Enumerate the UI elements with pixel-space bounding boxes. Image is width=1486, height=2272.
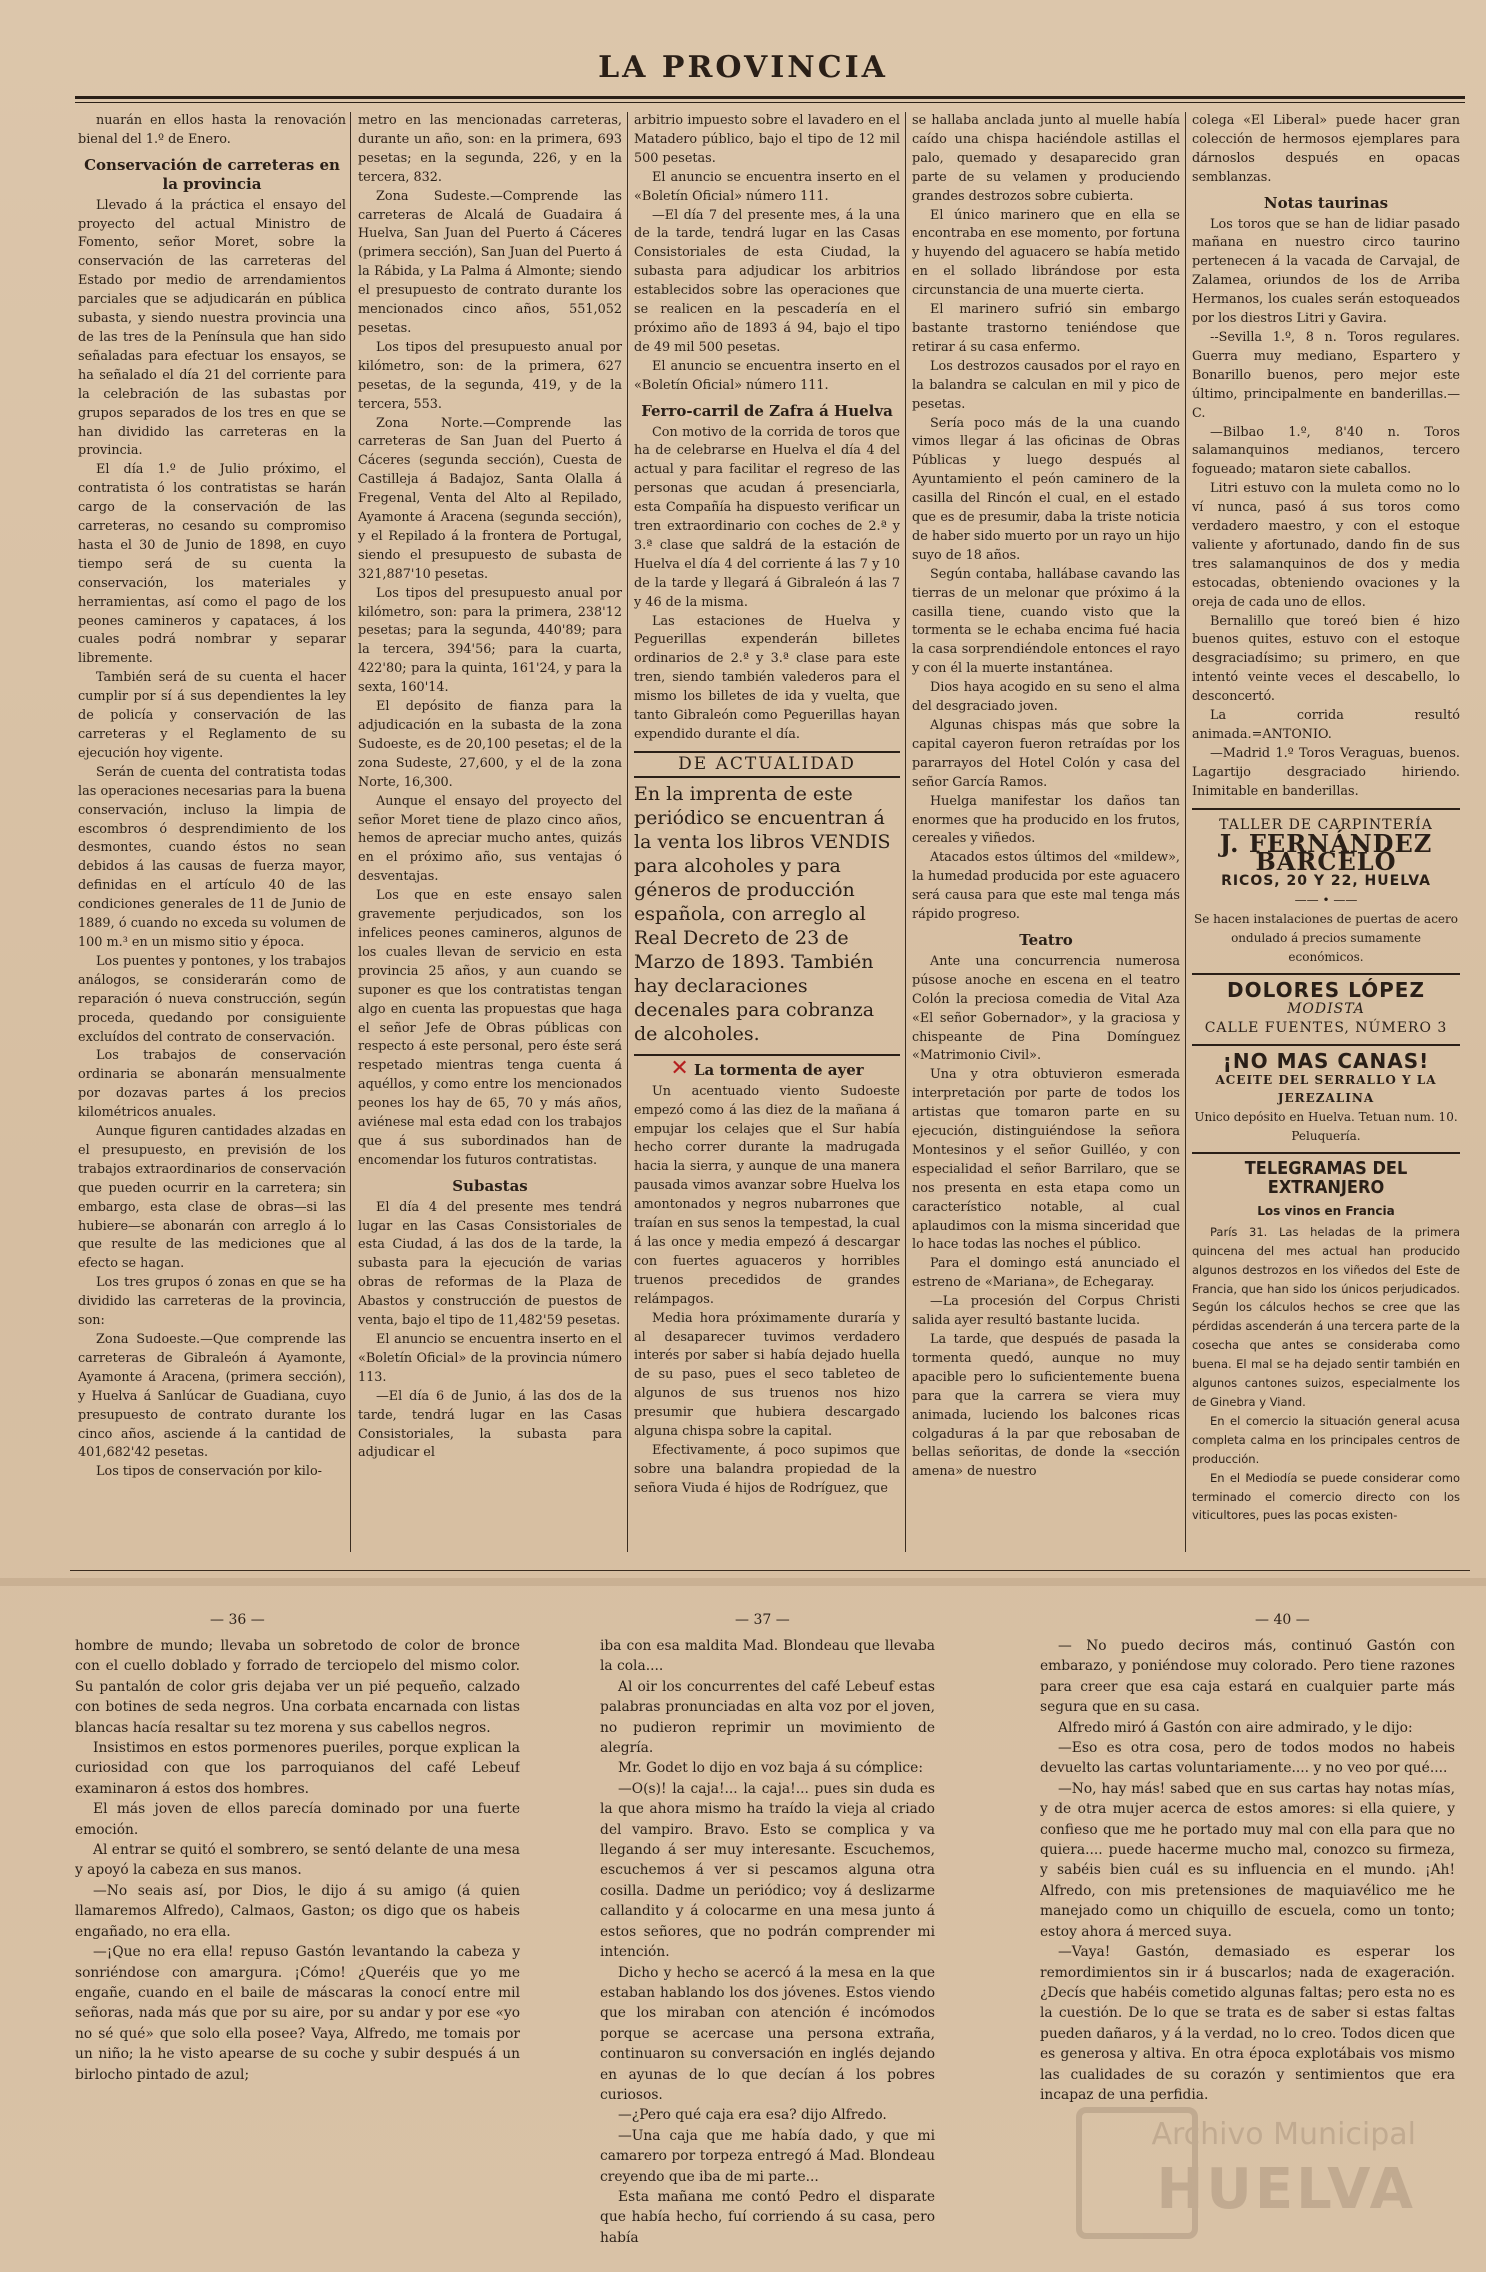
paragraph: hombre de mundo; llevaba un sobretodo de color de bronce con el cuello doblado y forrado de terciopelo del mismo color. Su pantalón de color gris dejaba ver un pié pequeño, calzado con botines de seda negros. Una corbata encarnada con listas blancas hacía resaltar su tez morena y sus cabellos negros. — [75, 1638, 520, 1736]
paragraph: Dicho y hecho se acercó á la mesa en la que estaban hablando los dos jóvenes. Estos viendo que los miraban con atención é incómodos porque se acercase una persona extraña, continuaron su conversación en inglés dejando en ayunas de lo que decían á los pobres curiosos. — [600, 1964, 935, 2103]
paragraph: —La procesión del Corpus Christi salida ayer resultó bastante lucida. — [912, 1294, 1180, 1329]
paragraph: Huelga manifestar los daños tan enormes que ha producido en los frutos, cereales y viñedos. — [912, 793, 1180, 847]
column-divider — [627, 112, 628, 1552]
paragraph: Ante una concurrencia numerosa púsose anoche en escena en el teatro Colón la preciosa comedia de Vital Aza «El señor Gobernador», y la graciosa y chispeante de Pina Domínguez «Matrimonio Civil». — [912, 953, 1180, 1064]
paragraph: iba con esa maldita Mad. Blondeau que llevaba la cola.... — [600, 1638, 935, 1675]
paragraph: arbitrio impuesto sobre el lavadero en el Matadero público, bajo el tipo de 12 mil 500 pesetas. — [634, 113, 900, 166]
paragraph: Los que en este ensayo salen gravemente perjudicados, son los infelices peones camineros, algunos de los cuales llevan de servicio en esta provincia 25 años, y aun cuando se suponer es que los contratistas tengan algo en cuenta las propuestas que haga el señor Jefe de Obras públicas con respecto á este personal, pero éste será respetado mientras tenga cuenta á aquéllos, y como entre los mencionados peones los hay de 65, 70 y más años, aviénese mal esta edad con los trabajos que á sus subordinados han de encomendar los futuros contratistas. — [358, 888, 622, 1168]
paragraph: Llevado á la práctica el ensayo del proyecto del actual Ministro de Fomento, señor Moret, sobre la conservación de las carreteras del Estado por medio de arrendamientos parciales que se adjudicarán en pública subasta, y siendo nuestra provincia una de las tres de la Península que han sido señaladas para efectuar los ensayos, se ha señalado el día 21 del corriente para la celebración de las subastas por grupos separados de los tres en que se han dividido las carreteras en la provincia. — [78, 197, 346, 459]
paragraph: Aunque figuren cantidades alzadas en el presupuesto, en previsión de los trabajos extraordinarios de conservación que pueden ocurrir en la carretera; sin embargo, esta clase de obras—si las hubiere—se abonarán con arreglo á lo que resulte de las mediciones que al efecto se hagan. — [78, 1124, 346, 1272]
paragraph: Serán de cuenta del contratista todas las operaciones necesarias para la buena conservación, incluso la limpia de escombros ó desprendimiento de los desmontes, cuando éstos no sean debidos á las causas de fuerza mayor, definidas en el artículo 40 de las condiciones generales de 11 de Junio de 1889, ó cuando no exceda su volumen de 100 m.³ en un mismo sitio y época. — [78, 764, 346, 950]
paragraph: En el Mediodía se puede considerar como terminado el comercio directo con los viticultores, pues las pocas existen- — [1192, 1470, 1460, 1523]
actualidad-heading: DE ACTUALIDAD — [634, 751, 900, 778]
ad-headline: ¡NO MAS CANAS! — [1222, 1048, 1430, 1073]
column-5 — [1192, 112, 1460, 1542]
watermark-line-1: Archivo Municipal — [1151, 2117, 1416, 2152]
paragraph: —Vaya! Gastón, demasiado es esperar los remordimientos sin ir á buscarlos; nada de exageración. ¿Decís que habéis cometido algunas faltas; pero esta no es la cuestión. De lo que se trata es de saber si estas faltas pueden dañaros, y á la verdad, no lo creo. Todos dicen que es generosa y altiva. En otra época explotábais vos mismo las cualidades de su corazón y sentimientos que era incapaz de una perfidia. — [1040, 1944, 1455, 2103]
paragraph: nuarán en ellos hasta la renovación bienal del 1.º de Enero. — [78, 113, 346, 147]
paragraph: Los toros que se han de lidiar pasado mañana en nuestro circo taurino pertenecen á la vacada de Carvajal, de Zalamea, oriundos de los de Arriba Hermanos, los cuales serán estoqueados por los diestros Litri y Gavira. — [1192, 216, 1460, 327]
paragraph: Los tres grupos ó zonas en que se ha dividido las carreteras de la provincia, son: — [78, 1275, 346, 1329]
actualidad-notice: En la imprenta de este periódico se encuentran á la venta los libros VENDIS para alcoholes y para géneros de producción española, con arreglo al Real Decreto de 23 de Marzo de 1893. También hay declaraciones decenales para cobranza de alcoholes. — [634, 782, 891, 1045]
ad-name: J. FERNÁNDEZ BARCELÓ — [1219, 828, 1433, 877]
paragraph: se hallaba anclada junto al muelle había caído una chispa haciéndole astillas el palo, quemado y desaparecido gran parte de su velamen y produciendo grandes destrozos sobre cubierta. — [912, 113, 1180, 204]
column-divider — [350, 112, 351, 1552]
archive-watermark — [1066, 2097, 1426, 2237]
paragraph: Los destrozos causados por el rayo en la balandra se calculan en mil y pico de pesetas. — [912, 358, 1180, 412]
ad-separator — [1192, 808, 1460, 810]
paragraph: La tarde, que después de pasada la tormenta quedó, aunque no muy apacible pero lo suficientemente buena para que la carrera se viera muy animada, luciendo los balcones ricas colgaduras á la par que rebosaban de bellas señoritas, de donde la «sección amena» de nuestro — [912, 1332, 1180, 1480]
section-heading-text: La tormenta de ayer — [694, 1060, 864, 1079]
paragraph: Efectivamente, á poco supimos que sobre una balandra propiedad de la señora Viuda é hijos de Rodríguez, que — [634, 1442, 900, 1496]
paragraph: Las estaciones de Huelva y Peguerillas expenderán billetes ordinarios de 2.ª y 3.ª clase para este tren, siendo también valederos para el mismo los billetes de ida y vuelta, que tanto Gibraleón como Peguerillas hayan expendido durante el día. — [634, 613, 900, 742]
section-heading — [634, 1054, 900, 1080]
ad-profession: MODISTA — [1287, 1000, 1365, 1017]
paragraph: Los tipos de conservación por kilo- — [96, 1464, 322, 1480]
ad-separator — [1192, 1152, 1460, 1154]
paragraph: Los tipos del presupuesto anual por kilómetro, son: de la primera, 627 pesetas, de la segunda, 419, y de la tercera, 553. — [358, 339, 622, 412]
paragraph: El anuncio se encuentra inserto en el «Boletín Oficial» número 111. — [634, 358, 900, 393]
handwritten-x-mark: ✕ — [670, 1055, 689, 1081]
paragraph: Al oir los concurrentes del café Lebeuf estas palabras pronunciadas en alta voz por el joven, no pudieron reprimir un movimiento de alegría. — [600, 1678, 935, 1757]
column-divider — [1185, 112, 1186, 1552]
ad-address: RICOS, 20 Y 22, HUELVA — [1221, 873, 1431, 890]
paragraph: — No puedo deciros más, continuó Gastón con embarazo, y poniéndose muy colorado. Pero tiene razones para creer que esa caja estará en cualquier parte más segura que en su casa. — [1040, 1638, 1455, 1716]
folletin-column-a — [75, 1636, 520, 2256]
paragraph: También será de su cuenta el hacer cumplir por sí á sus dependientes la ley de policía y conservación de las carreteras y el Reglamento de su ejecución hoy vigente. — [78, 670, 346, 761]
paragraph: El anuncio se encuentra inserto en el «Boletín Oficial» número 111. — [634, 169, 900, 204]
paragraph: La corrida resultó animada.=ANTONIO. — [1192, 708, 1460, 742]
page-fold — [0, 1578, 1486, 1586]
ad-separator — [1192, 1044, 1460, 1046]
paragraph: colega «El Liberal» puede hacer gran colección de hermosos ejemplares para dárnoslos después en opacas semblanzas. — [1192, 113, 1460, 185]
paragraph: --Sevilla 1.º, 8 n. Toros regulares. Guerra muy mediano, Espartero y Bonarillo buenos, pero mejor este último, principalmente en banderillas.—C. — [1192, 329, 1460, 421]
section-heading: Conservación de carreteras en la provincia — [84, 155, 340, 193]
folletin-page-number: — 37 — — [735, 1612, 790, 1628]
ad-product: ACEITE DEL SERRALLO Y LA JEREZALINA — [1215, 1072, 1437, 1106]
paragraph: Litri estuvo con la muleta como no lo ví nunca, pasó á sus toros como verdadero maestro, y con el estoque valiente y afortunado, dando fin de sus tres salamanquinos de dos y media estocadas, obteniendo ovaciones y la oreja de cada uno de ellos. — [1192, 481, 1460, 610]
telegrams-subheading: Los vinos en Francia — [1257, 1203, 1395, 1218]
paragraph: Media hora próximamente duraría y al desaparecer tuvimos verdadero interés por saber si había dejado huella de su paso, pues el seco tableteo de algunos de sus truenos nos hizo presumir que hubiera descargado alguna chispa sobre la capital. — [634, 1310, 900, 1440]
paragraph: Esta mañana me contó Pedro el disparate que había hecho, fuí corriendo á su casa, pero había — [600, 2188, 935, 2246]
paragraph: Zona Sudeste.—Comprende las carreteras de Alcalá de Guadaira á Huelva, San Juan del Puerto á Cáceres (primera sección), San Juan del Puerto á la Rábida, y La Palma á Almonte; siendo el presupuesto de contrato durante los mencionados cinco años, 551,052 pesetas. — [358, 188, 622, 336]
folletin-page-number: — 40 — — [1255, 1612, 1310, 1628]
paragraph: —¿Pero qué caja era esa? dijo Alfredo. — [618, 2107, 887, 2124]
paragraph: Insistimos en estos pormenores pueriles, porque explican la curiosidad con que los parroquianos del café Lebeuf examinaron á estos dos hombres. — [75, 1740, 520, 1797]
ad-ornament: —— • —— — [1294, 893, 1358, 908]
section-heading: Ferro-carril de Zafra á Huelva — [641, 401, 893, 420]
paragraph: Algunas chispas más que sobre la capital cayeron fueron retraídas por los pararrayos del Hotel Colón y casa del señor García Ramos. — [912, 718, 1180, 790]
ad-separator — [1192, 973, 1460, 975]
paragraph: Mr. Godet lo dijo en voz baja á su cómplice: — [618, 1760, 923, 1777]
paragraph: Sería poco más de la una cuando vimos llegar á las oficinas de Obras Públicas y luego después al Ayuntamiento el peón caminero de la casilla del Rincón el cual, en el estado que es de presumir, daba la triste noticia de haber sido muerto por un rayo un hijo suyo de 18 años. — [912, 415, 1180, 563]
telegrams-heading: TELEGRAMAS DEL EXTRANJERO — [1244, 1158, 1408, 1199]
paragraph: Según contaba, hallábase cavando las tierras de un melonar que próximo á la casilla tiene, cuando visto que la tormenta se le echaba encima fué hacia la casa sorprendiéndole entonces el rayo y con él la muerte instantánea. — [912, 566, 1180, 677]
paragraph: —Madrid 1.º Toros Veraguas, buenos. Lagartijo desgraciado hiriendo. Inimitable en banderillas. — [1192, 745, 1460, 799]
masthead-rule-thin — [75, 102, 1465, 103]
paragraph: —El día 7 del presente mes, á la una de la tarde, tendrá lugar en las Casas Consistoriales de esta Ciudad, la subasta para adjudicar los arbitrios establecidos sobre las operaciones que se realicen en la pescadería en el próximo año de 1893 á 94, bajo el tipo de 49 mil 500 pesetas. — [634, 207, 900, 355]
masthead: LA PROVINCIA — [598, 50, 888, 85]
ad-name: DOLORES LÓPEZ — [1227, 977, 1425, 1002]
ad-title: TALLER DE CARPINTERÍA — [1219, 816, 1433, 833]
paragraph: El depósito de fianza para la adjudicación en la subasta de la zona Sudoeste, es de 20,100 pesetas; el de la zona Sudeste, 27,600, y el de la zona Norte, 16,300. — [358, 699, 622, 790]
paragraph: metro en las mencionadas carreteras, durante un año, son: en la primera, 693 pesetas; en la segunda, 226, y en la tercera, 832. — [358, 113, 622, 185]
paragraph: El único marinero que en ella se encontraba en ese momento, por fortuna y huyendo del aguacero se había metido en el sollado librándose por esta circunstancia de una muerte cierta. — [912, 207, 1180, 299]
column-3 — [634, 112, 900, 1542]
section-divider — [70, 1570, 1470, 1571]
paragraph: Los tipos del presupuesto anual por kilómetro, son: para la primera, 238'12 pesetas; para la segunda, 440'89; para la tercera, 394'56; para la cuarta, 422'80; para la quinta, 161'24, y para la sexta, 160'14. — [358, 585, 622, 696]
paragraph: —¡Que no era ella! repuso Gastón levantando la cabeza y sonriéndose con amargura. ¡Cómo! ¿Queréis que yo me engañe, cuando en el baile de máscaras la conocí entre mil señoras, nada más que por su aire, por su andar y por ese «yo no sé qué» que solo ella posee? Vaya, Alfredo, me tomais por un niño; la he visto apearse de su coche y subir después á un birlocho pintado de azul; — [75, 1944, 520, 2083]
modista-advertisement — [1192, 977, 1460, 1038]
ad-description: Unico depósito en Huelva. Tetuan num. 10. Peluquería. — [1194, 1110, 1458, 1144]
column-2 — [358, 112, 622, 1542]
carpentry-advertisement — [1192, 816, 1460, 967]
paragraph: Un acentuado viento Sudoeste empezó como á las diez de la mañana á empujar los celajes que el Sur había hecho correr durante la madrugada hacia la sierra, y aunque de una manera pausada vimos avanzar sobre Huelva los amontonados y negros nubarrones que traían en sus senos la tempestad, la cual á las once y media empezó á descargar con fuertes aguaceros y horribles truenos precedidos de grandes relámpagos. — [634, 1083, 900, 1307]
column-divider — [905, 112, 906, 1552]
paragraph: En el comercio la situación general acusa completa calma en los principales centros de producción. — [1192, 1413, 1460, 1466]
paragraph: Aunque el ensayo del proyecto del señor Moret tiene de plazo cinco años, hemos de apreciar mucho antes, quizás en el próximo año, sus ventajas ó desventajas. — [358, 793, 622, 885]
paragraph: Zona Norte.—Comprende las carreteras de San Juan del Puerto á Cáceres (segunda sección), Cuesta de Castilleja á Badajoz, Santa Olalla á Fregenal, Venta del Alto al Repilado, Ayamonte á Aracena (segunda sección), y el Repilado á la frontera de Portugal, siendo el presupuesto de subasta de 321,887'10 pesetas. — [358, 415, 622, 582]
paragraph: El anuncio se encuentra inserto en el «Boletín Oficial» de la provincia número 113. — [358, 1332, 622, 1385]
column-1 — [78, 112, 346, 1542]
section-heading: Notas taurinas — [1263, 193, 1389, 212]
folletin-page-number: — 36 — — [210, 1612, 265, 1628]
paragraph: —No seais así, por Dios, le dijo á su amigo (á quien llamaremos Alfredo), Calmaos, Gaston; os digo que os habeis engañado, no era ella. — [75, 1882, 520, 1940]
watermark-line-2: HUELVA — [1156, 2157, 1416, 2222]
paragraph: Atacados estos últimos del «mildew», la humedad producida por este aguacero será causa para que este mal tenga más rápido progreso. — [912, 850, 1180, 923]
paragraph: Bernalillo que toreó bien é hizo buenos quites, estuvo con el estoque desgraciadísimo; su primero, en que intentó veinte veces el descabello, lo desconcertó. — [1192, 613, 1460, 705]
paragraph: Los trabajos de conservación ordinaria se abonarán mensualmente por dozavas partes á los precios kilométricos anuales. — [78, 1048, 346, 1121]
paragraph: —Una caja que me había dado, y que mi camarero por torpeza entregó á Mad. Blondeau creyendo que iba de mi parte... — [600, 2127, 935, 2185]
paragraph: Dios haya acogido en su seno el alma del desgraciado joven. — [912, 680, 1180, 715]
paragraph: El día 4 del presente mes tendrá lugar en las Casas Consistoriales de esta Ciudad, á las dos de la tarde, la subasta para la ejecución de varias obras de reformas de la Plaza de Abastos y construcción de puestos de venta, bajo el tipo de 11,482'59 pesetas. — [358, 1199, 622, 1329]
paragraph: —El día 6 de Junio, á las dos de la tarde, tendrá lugar en las Casas Consistoriales, la subasta para adjudicar el — [358, 1388, 622, 1461]
section-heading: Teatro — [1019, 930, 1073, 949]
paragraph: Los puentes y pontones, y los trabajos análogos, se considerarán como de reparación ó nueva construcción, según proceda, quedando por consiguiente excluídos del contrato de conservación. — [78, 953, 346, 1045]
section-heading: Subastas — [452, 1176, 528, 1195]
paragraph: Una y otra obtuvieron esmerada interpretación por parte de todos los artistas que tomaron parte en su ejecución, distinguiéndose la señora Montesinos y el señor Guilléo, y con especialidad el señor Barrilaro, que se nos presenta en esta etapa como un característico notable, al cual aplaudimos con la misma sinceridad que lo hace todas las noches el público. — [912, 1067, 1180, 1253]
paragraph: Alfredo miró á Gastón con aire admirado, y le dijo: — [1058, 1719, 1413, 1736]
paragraph: París 31. Las heladas de la primera quincena del mes actual han producido algunos destrozos en los viñedos del Este de Francia, que han sido los únicos perjudicados. Según los cálculos hechos se cree que las pérdidas ascenderán á una tercera parte de la cosecha que antes se consideraba como buena. El mal se ha dejado sentir también en algunos cantones suizos, especialmente los de Ginebra y Viand. — [1192, 1224, 1460, 1409]
paragraph: —No, hay más! sabed que en sus cartas hay notas mías, y de otra mujer acerca de estos amores: si ella quiere, y confieso que me he portado muy mal con ella para que no quiera.... puede hacerme mucho mal, conozco su firmeza, y sabéis bien cuál es su influencia en el mundo. ¡Ah! Alfredo, con mis pretensiones de maquiavélico me he manejado como un chiquillo de escuela, como un tonto; estoy ahora á merced suya. — [1040, 1780, 1455, 1940]
paragraph: Con motivo de la corrida de toros que ha de celebrarse en Huelva el día 4 del actual y para facilitar el regreso de las personas que acudan á presenciarla, esta Compañía ha dispuesto verificar un tren extraordinario con coches de 2.ª y 3.ª clase que saldrá de la estación de Huelva el día 4 del corriente á las 7 y 10 de la tarde y llegará á Gibraleón á las 7 y 46 de la misma. — [634, 424, 900, 610]
paragraph: —O(s)! la caja!... la caja!... pues sin duda es la que ahora mismo ha traído la vieja al criado del vampiro. Bravo. Esto se complica y va llegando á ser muy interesante. Escuchemos, escuchemos á ver si pescamos alguna otra cosilla. Dadme un periódico; voy á deslizarme callandito y á colocarme en una mesa junto á estos señores, que no podrán comprender mi intención. — [600, 1780, 935, 1961]
folletin-column-b — [600, 1636, 935, 2256]
masthead-rule — [75, 96, 1465, 99]
paragraph: Al entrar se quitó el sombrero, se sentó delante de una mesa y apoyó la cabeza en sus manos. — [75, 1842, 520, 1879]
paragraph: Para el domingo está anunciado el estreno de «Mariana», de Echegaray. — [912, 1256, 1180, 1291]
paragraph: El día 1.º de Julio próximo, el contratista ó los contratistas se harán cargo de la conservación de las carreteras, no cesando su compromiso hasta el 30 de Junio de 1898, en cuyo tiempo será de su cuenta la conservación, los materiales y herramientas, así como el pago de los peones camineros y capataces, á los cuales podrá nombrar y separar libremente. — [78, 462, 346, 667]
ad-address: CALLE FUENTES, NÚMERO 3 — [1204, 1019, 1448, 1036]
paragraph: El más joven de ellos parecía dominado por una fuerte emoción. — [75, 1801, 520, 1838]
ad-description: Se hacen instalaciones de puertas de acero ondulado á precios sumamente económicos. — [1194, 912, 1458, 964]
paragraph: —Eso es otra cosa, pero de todos modos no habeis devuelto las cartas voluntariamente.... y no veo por qué.... — [1040, 1740, 1455, 1777]
paragraph: Zona Sudoeste.—Que comprende las carreteras de Gibraleón á Ayamonte, Ayamonte á Aracena, (primera sección), y Huelva á Sanlúcar de Guadiana, cuyo presupuesto de contrato durante los cinco años, asciende á la cantidad de 401,682'42 pesetas. — [78, 1332, 346, 1461]
hair-oil-advertisement — [1192, 1048, 1460, 1147]
column-4 — [912, 112, 1180, 1542]
paragraph: —Bilbao 1.º, 8'40 n. Toros salamanquinos medianos, tercero fogueado; mataron siete caballos. — [1192, 424, 1460, 478]
paragraph: El marinero sufrió sin embargo bastante trastorno teniéndose que retirar á su casa enfermo. — [912, 302, 1180, 355]
